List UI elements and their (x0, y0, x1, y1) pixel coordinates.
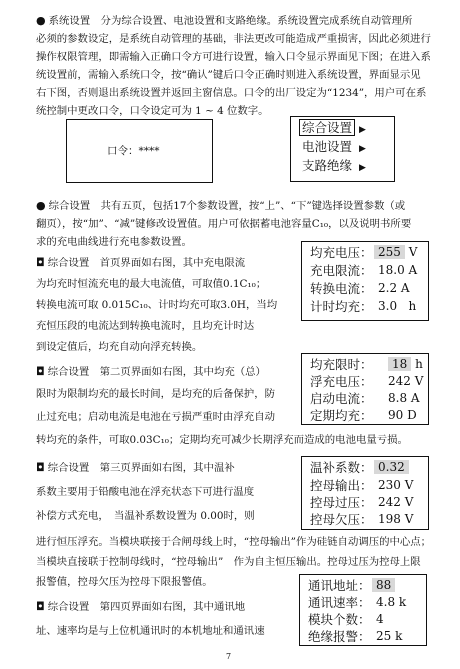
text-line: ◘ 综合设置 第三页界面如右图，其中温补 (36, 461, 235, 474)
text-line: 限时为限制均充的最长时间，是均充的后备保护，防 (36, 388, 275, 400)
lcd-panel-page3 (301, 456, 429, 530)
param-value: 18.0 A (378, 263, 418, 277)
param-value: 198 V (378, 512, 414, 526)
text-line: ● 系统设置 分为综合设置、电池设置和支路绝缘。系统设置完成系统自动管理所 (36, 14, 413, 27)
text-line: 充恒压段的电流达到转换电流时，且均充计时达 (36, 320, 255, 332)
bullet-filled-icon: ● (36, 199, 46, 212)
settings-menu (290, 116, 395, 182)
param-value: 4.8 k (376, 595, 407, 609)
bullet-ring-icon: ◘ (36, 600, 45, 613)
param-label: 充电限流： (310, 263, 373, 278)
text-line: 进行恒压浮充。当模块联接于合闸母线上时，“控母输出”作为硅链自动调压的中心点； (36, 536, 432, 548)
text-line: 报警值，控母欠压为控母下限报警值。 (36, 576, 213, 588)
menu-item-battery[interactable]: 电池设置 ▶ (302, 139, 366, 154)
menu-item-general[interactable]: 综合设置 ▶ (299, 119, 366, 139)
param-label: 通讯速率： (308, 595, 371, 610)
triangle-right-icon: ▶ (359, 125, 366, 135)
text-line: 求的充电曲线进行充电参数设置。 (36, 236, 192, 248)
menu-item-insulation[interactable]: 支路绝缘 ▶ (302, 158, 366, 173)
param-value: 25 k (376, 629, 403, 643)
text-line: 必须的参数设定，是系统自动管理的基础，非法更改可能造成严重损害，因此必须进行 (36, 33, 431, 45)
lcd-panel-page4 (299, 574, 427, 646)
param-label: 均充电压： (310, 245, 373, 260)
param-label: 温补系数： (310, 460, 373, 475)
param-value: 242 V (378, 495, 414, 509)
text-line: 为均充时恒流充电的最大电流值，可取值0.1C₁₀； (36, 278, 267, 290)
param-value: 230 V (378, 478, 414, 492)
text-line: 止过充电；启动电流是电池在亏损严重时由浮充自动 (36, 411, 275, 423)
param-value-selected[interactable]: 88 (372, 578, 395, 593)
param-value: 3.0 h (378, 299, 417, 313)
param-value: 2.2 A (378, 281, 410, 295)
param-value-selected[interactable]: 255 V (374, 245, 417, 260)
param-value: 4 (376, 612, 384, 626)
triangle-right-icon: ▶ (359, 144, 366, 154)
param-label: 控母欠压： (310, 512, 373, 527)
text-line: 系数主要用于铅酸电池在浮充状态下可进行温度 (36, 486, 255, 498)
param-label: 通讯地址： (308, 578, 371, 593)
text-line: 统设置前，需输入系统口令，按“确认”键后口令正确时则进入系统设置，界面显示见 (36, 69, 421, 81)
bullet-ring-icon: ◘ (36, 256, 45, 269)
param-label: 均充限时： (310, 357, 373, 372)
param-value: 8.8 A (388, 391, 420, 405)
text-line: 址、速率均是与上位机通讯时的本机地址和通讯速 (36, 625, 265, 637)
bullet-ring-icon: ◘ (36, 365, 45, 378)
param-value-selected[interactable]: 18 h (388, 357, 423, 372)
param-label: 浮充电压： (310, 374, 373, 389)
lcd-panel-page2 (301, 353, 429, 425)
text-line: 转均充的条件，可取0.03C₁₀；定期均充可减少长期浮充而造成的电池电量亏损。 (36, 434, 408, 446)
param-label: 绝缘报警： (308, 629, 371, 644)
page-number: 7 (226, 652, 232, 661)
text-line: ◘ 综合设置 首页界面如右图，其中充电限流 (36, 256, 246, 269)
param-label: 控母过压： (310, 495, 373, 510)
bullet-ring-icon: ◘ (36, 461, 45, 474)
param-label: 定期均充： (310, 408, 373, 423)
triangle-right-icon: ▶ (359, 163, 366, 173)
text-line: 操作权限管理，即需输入正确口令方可进行设置，输入口令显示界面见下图；在进入系 (36, 51, 431, 63)
text-line: 到设定值后，均充自动向浮充转换。 (36, 341, 203, 353)
password-label: 口令：**** (107, 145, 160, 157)
param-label: 模块个数： (308, 612, 371, 627)
param-label: 启动电流： (310, 391, 373, 406)
param-label: 计时均充： (310, 299, 373, 314)
param-label: 控母输出： (310, 478, 373, 493)
param-label: 转换电流： (310, 281, 373, 296)
text-line: 统控制中更改口令，口令设定可为 1 ~ 4 位数字。 (36, 105, 269, 117)
text-line: 翻页），按“加”、“减”键修改设置值。用户可依据蓄电池容量C₁₀，以及说明书所要 (36, 218, 412, 230)
param-value-selected[interactable]: 0.32 (374, 460, 409, 475)
text-line: 转换电流可取 0.015C₁₀、计时均充可取3.0H，当均 (36, 299, 278, 311)
text-line: 补偿方式充电， 当温补系数设置为 0.00时，则 (36, 510, 255, 522)
lcd-panel-page1 (301, 241, 429, 321)
bullet-filled-icon: ● (36, 14, 46, 27)
text-line: 右下图，否则退出系统设置并返回主窗信息。口令的出厂设定为“1234”，用户可在系 (36, 87, 427, 99)
param-value: 242 V (388, 374, 424, 388)
text-line: 当模块直接联于控制母线时，“控母输出” 作为自主恒压输出。控母过压为控母上限 (36, 556, 421, 568)
param-value: 90 D (388, 408, 417, 422)
text-line: ◘ 综合设置 第四页界面如右图，其中通讯地 (36, 600, 246, 613)
password-display (66, 119, 213, 183)
text-line: ◘ 综合设置 第二页界面如右图，其中均充（总） (36, 365, 266, 378)
text-line: ● 综合设置 共有五页，包括17个参数设置，按“上”、“下”键选择设置参数（或 (36, 199, 406, 212)
